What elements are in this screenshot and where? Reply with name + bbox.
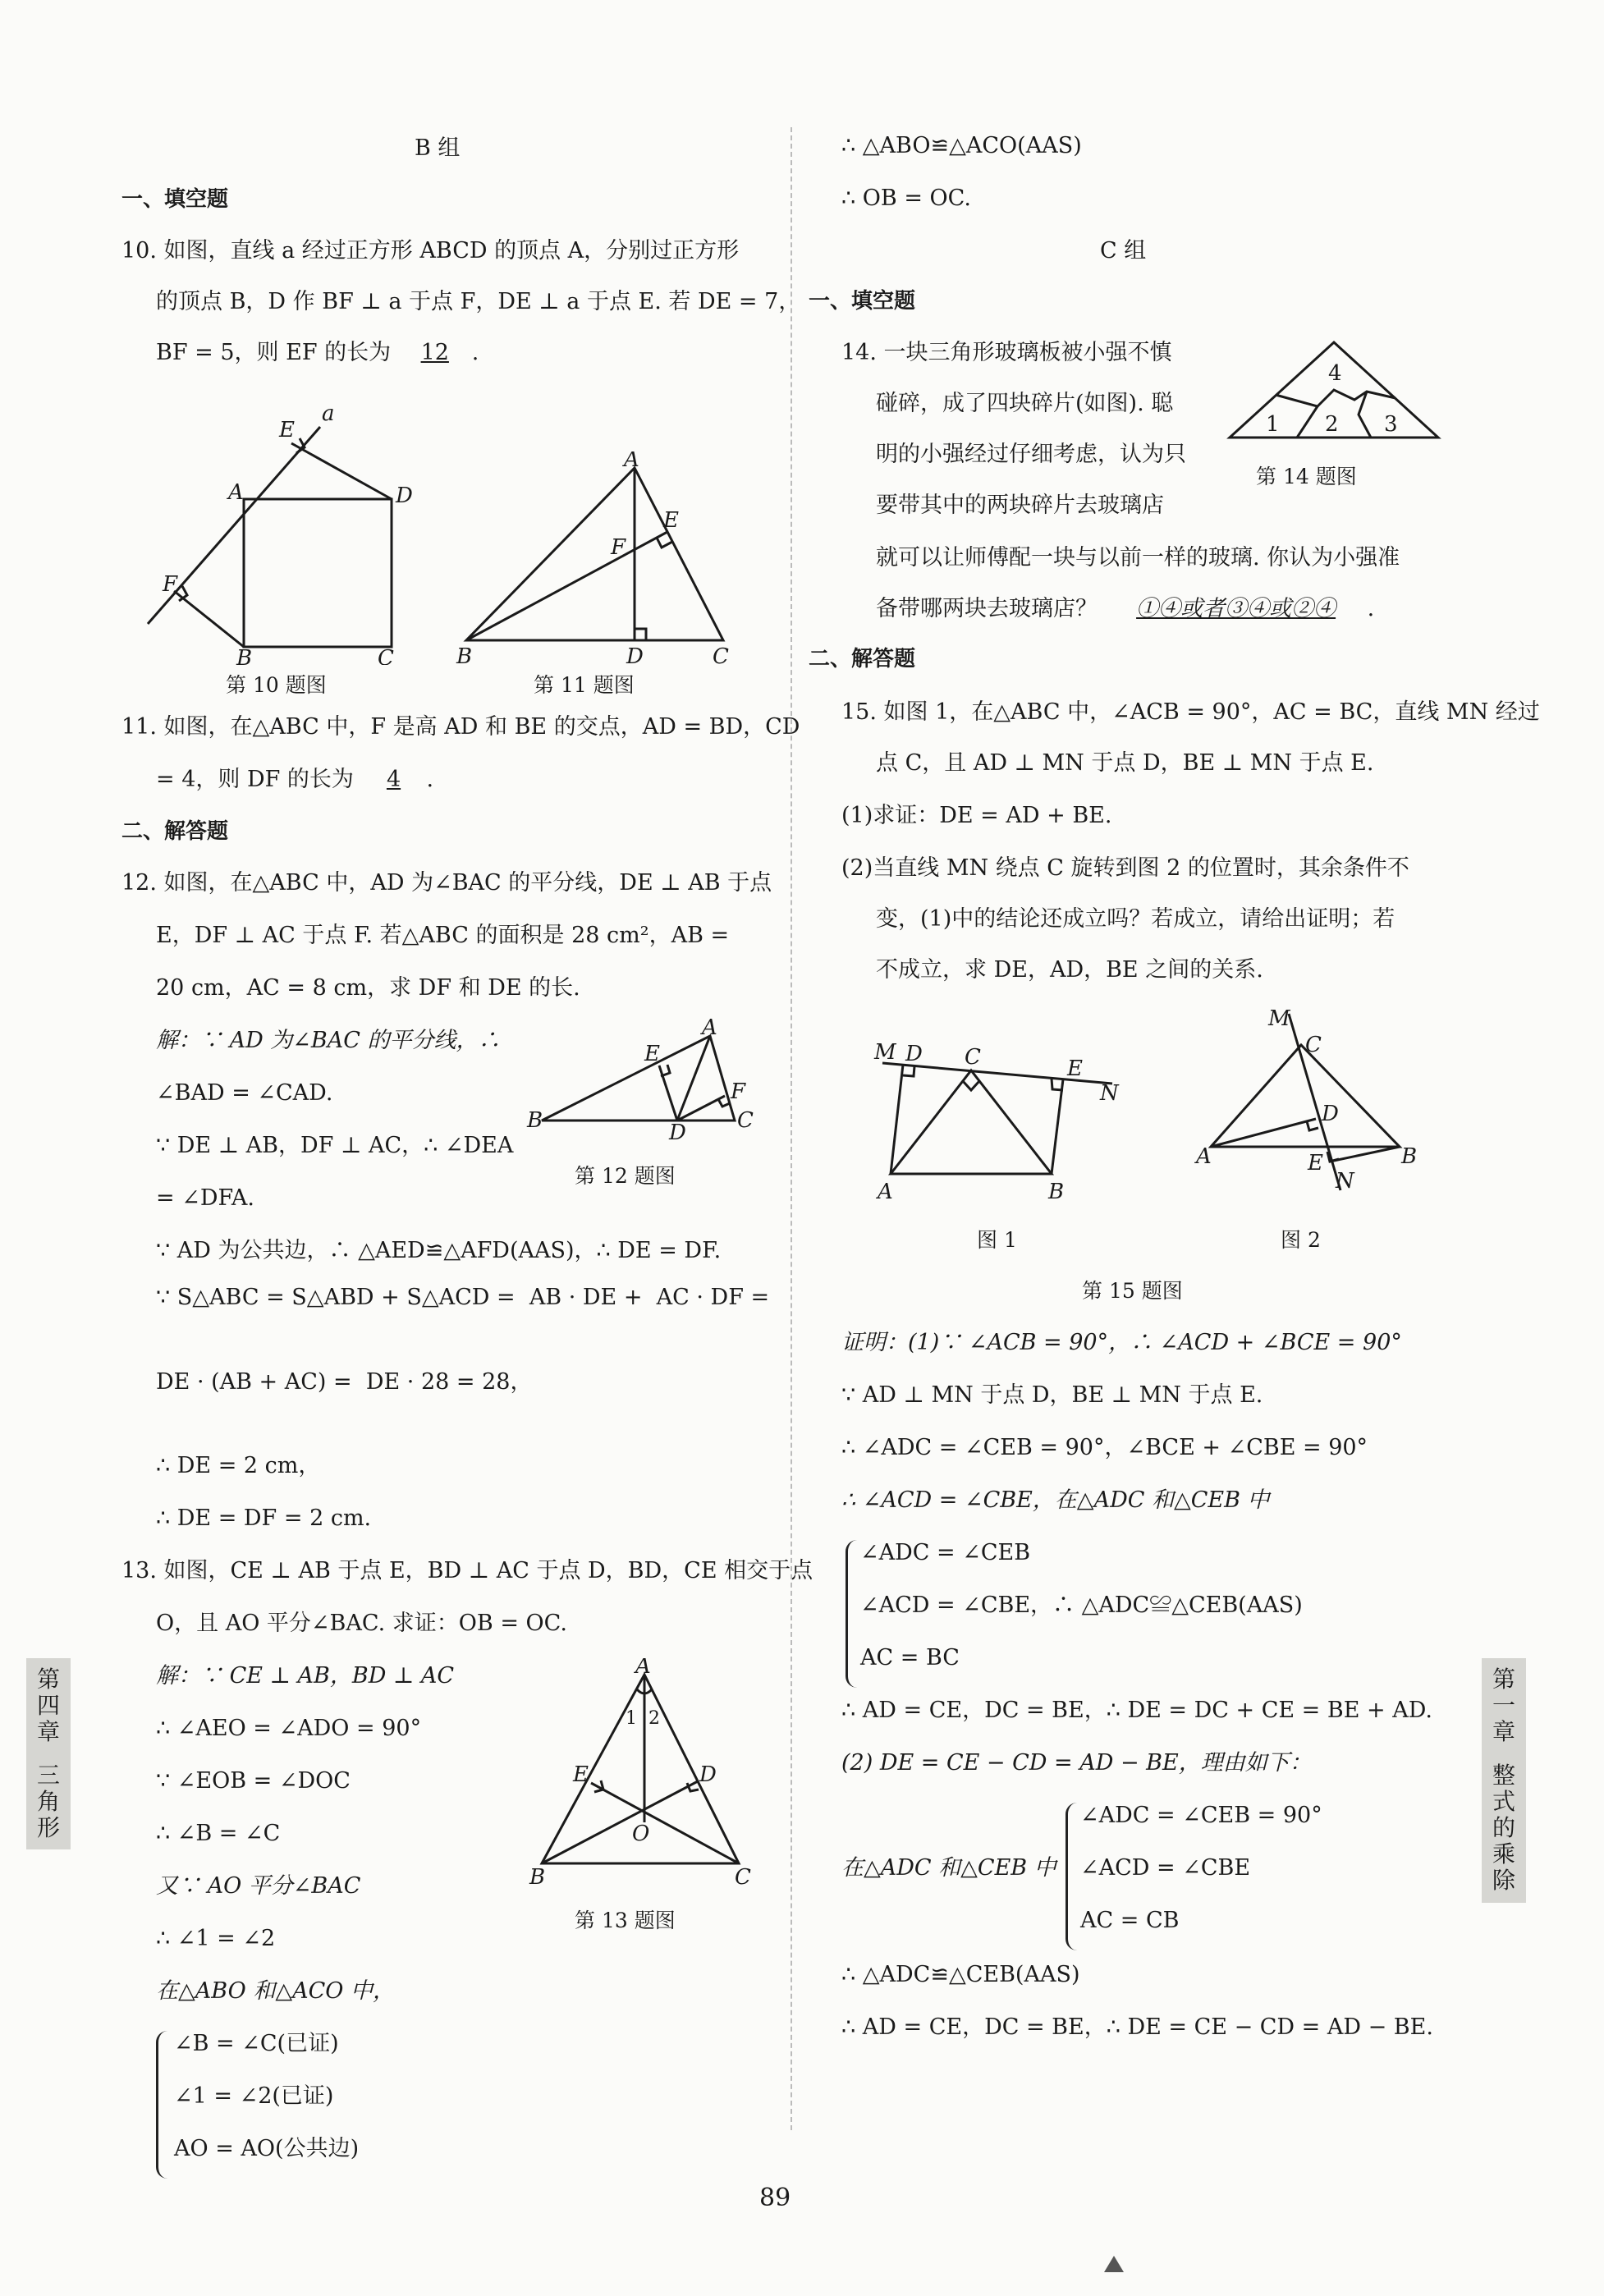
triangle-acb	[1211, 1045, 1400, 1147]
label-e: E	[663, 508, 679, 533]
q12-sol-7b: DE · 28 = 28，	[365, 1369, 533, 1395]
q15-sol-14: ∴ △ADC≌△CEB(AAS)	[841, 1962, 1080, 1987]
crack-3	[1359, 392, 1371, 438]
label-e: E	[1308, 1151, 1323, 1175]
label-a: A	[702, 1018, 717, 1040]
label-n: N	[1336, 1169, 1354, 1194]
caption-fig15-2: 图 2	[1281, 1228, 1321, 1252]
figure-14	[1223, 332, 1445, 443]
caption-fig10: 第 10 题图	[226, 673, 327, 697]
caption-fig13: 第 13 题图	[575, 1909, 676, 1932]
q12-sol-8: ∴ DE = 2 cm，	[156, 1453, 321, 1478]
q15-sol-11: 在△ADC 和△CEB 中	[841, 1855, 1056, 1881]
q15-sol-15: ∴ AD = CE，DC = BE，∴ DE = CE − CD = AD − BE.	[841, 2014, 1433, 2040]
altitude-be	[466, 532, 667, 640]
q15-sol-13: AC = CB	[1080, 1908, 1180, 1933]
q12-sol-7	[156, 1369, 532, 1395]
segment-fb	[174, 591, 244, 647]
label-f: F	[731, 1079, 746, 1104]
caption-fig15: 第 15 题图	[1082, 1279, 1183, 1303]
q14-line5: 就可以让师傅配一块与以前一样的玻璃. 你认为小强准	[876, 545, 1400, 571]
q12-sol-6c: AC · DF =	[656, 1285, 770, 1310]
segment-be	[1052, 1079, 1063, 1174]
label-d: D	[396, 483, 413, 508]
q13-sol-10: AO = AO(公共边)	[174, 2136, 360, 2161]
caption-fig12: 第 12 题图	[575, 1164, 676, 1188]
label-c: C	[378, 646, 394, 665]
q15-line2: 点 C，且 AD ⊥ MN 于点 D，BE ⊥ MN 于点 E.	[876, 750, 1374, 776]
q11-line2-text: = 4，则 DF 的长为	[156, 767, 354, 792]
q15-line5: 变，(1)中的结论还成立吗？若成立，请给出证明；若	[876, 906, 1395, 932]
q14-line6-text: 备带哪两块去玻璃店？	[876, 596, 1098, 621]
figure-15-1	[866, 1034, 1137, 1207]
q12-line1: 12. 如图，在△ABC 中，AD 为∠BAC 的平分线，DE ⊥ AB 于点	[121, 870, 772, 896]
q15-line4: (2)当直线 MN 绕点 C 旋转到图 2 的位置时，其余条件不	[841, 855, 1409, 881]
group-b-heading: B 组	[415, 135, 461, 161]
crack-2	[1318, 390, 1395, 406]
q13-sol-9: ∠1 = ∠2(已证)	[174, 2083, 334, 2109]
side-tab-chapter4: 第 四 章 三 角 形	[26, 1658, 71, 1849]
brace-left-system	[156, 2031, 170, 2179]
q10-line3: BF = 5，则 EF 的长为 12 .	[156, 340, 479, 365]
q14-line1: 14. 一块三角形玻璃板被小强不慎	[841, 340, 1172, 365]
label-a: A	[635, 1658, 651, 1679]
q11-answer: 4	[386, 767, 401, 792]
q12-sol-3: ∵ DE ⊥ AB，DF ⊥ AC，∴ ∠DEA	[156, 1133, 514, 1158]
square-abcd	[244, 499, 392, 647]
q15-line1: 15. 如图 1，在△ABC 中，∠ACB = 90°，AC = BC，直线 MN 经过	[841, 699, 1540, 725]
label-c: C	[713, 644, 729, 669]
q11-line2: = 4，则 DF 的长为 4 .	[156, 767, 434, 792]
label-c: C	[965, 1045, 981, 1070]
q15-sol-2: ∵ AD ⊥ MN 于点 D，BE ⊥ MN 于点 E.	[841, 1382, 1263, 1408]
label-c: C	[737, 1108, 754, 1133]
q13-line1: 13. 如图，CE ⊥ AB 于点 E，BD ⊥ AC 于点 D，BD，CE 相交于点	[121, 1558, 813, 1583]
label-d: D	[699, 1762, 717, 1787]
label-f: F	[611, 535, 626, 560]
q14-line6: 备带哪两块去玻璃店？ ①④或者③④或②④ .	[876, 596, 1375, 621]
label-a: A	[1196, 1144, 1212, 1169]
column-divider	[791, 127, 792, 2130]
q15-sol-8: ∴ AD = CE，DC = BE，∴ DE = DC + CE = BE + AD.	[841, 1698, 1432, 1723]
label-b: B	[236, 646, 253, 665]
segment-ed	[291, 443, 392, 499]
caption-fig15-1: 图 1	[977, 1228, 1017, 1252]
label-1: 1	[626, 1708, 637, 1729]
page-number: 89	[759, 2184, 791, 2212]
caption-fig11: 第 11 题图	[534, 673, 635, 697]
label-e: E	[573, 1762, 589, 1787]
q13-sol-2: ∴ ∠AEO = ∠ADO = 90°	[156, 1716, 422, 1741]
label-a: a	[322, 401, 335, 426]
label-a: A	[624, 451, 639, 472]
triangle-abc	[466, 468, 723, 640]
label-a: A	[878, 1180, 893, 1204]
q10-line2: 的顶点 B，D 作 BF ⊥ a 于点 F，DE ⊥ a 于点 E. 若 DE = 7，	[156, 289, 801, 314]
figure-12	[525, 1018, 763, 1141]
q10-line1: 10. 如图，直线 a 经过正方形 ABCD 的顶点 A，分别过正方形	[121, 238, 740, 264]
segment-ce	[591, 1783, 739, 1863]
q12-sol-4: = ∠DFA.	[156, 1185, 254, 1211]
piece-4: 4	[1328, 361, 1342, 386]
group-c-heading: C 组	[1100, 238, 1147, 264]
caption-fig14: 第 14 题图	[1256, 465, 1357, 488]
label-m: M	[1268, 1006, 1290, 1031]
q12-line2: E，DF ⊥ AC 于点 F. 若△ABC 的面积是 28 cm²，AB =	[156, 923, 730, 948]
label-d: D	[626, 644, 644, 669]
figure-15-2	[1194, 1006, 1441, 1211]
q15-sol-7: AC = BC	[860, 1645, 960, 1670]
q12-sol-2: ∠BAD = ∠CAD.	[156, 1080, 333, 1106]
label-b: B	[1048, 1180, 1065, 1204]
q15-sol-10: ∠ADC = ∠CEB = 90°	[1080, 1803, 1322, 1828]
figure-11	[450, 451, 745, 673]
segment-ad	[891, 1065, 903, 1174]
q14-line4: 要带其中的两块碎片去玻璃店	[876, 493, 1164, 518]
label-e: E	[279, 418, 295, 442]
brace-right-system-2	[1066, 1803, 1079, 1950]
figure-13	[525, 1658, 763, 1888]
segment-ad	[1211, 1119, 1316, 1147]
piece-2: 2	[1325, 412, 1339, 437]
label-d: D	[905, 1042, 923, 1066]
q12-sol-5: ∵ AD 为公共边，∴ △AED≌△AFD(AAS)，∴ DE = DF.	[156, 1238, 722, 1263]
q13-sol-4: ∴ ∠B = ∠C	[156, 1821, 281, 1846]
r-cont-2: ∴ OB = OC.	[841, 186, 971, 211]
q12-sol-9: ∴ DE = DF = 2 cm.	[156, 1505, 372, 1531]
q15-sol-1: 证明：(1)∵ ∠ACB = 90°，∴ ∠ACD + ∠BCE = 90°	[841, 1330, 1402, 1355]
q14-line2: 碰碎，成了四块碎片(如图). 聪	[876, 391, 1174, 416]
fill-blank-title-right: 一、填空题	[809, 289, 916, 314]
q15-sol-4: ∴ ∠ACD = ∠CBE，在△ADC 和△CEB 中	[841, 1487, 1270, 1513]
q12-sol-7a: DE · (AB + AC) =	[156, 1369, 352, 1395]
q13-sol-5: 又∵ AO 平分∠BAC	[156, 1873, 361, 1899]
crack-1	[1276, 395, 1318, 438]
label-c: C	[1305, 1033, 1322, 1057]
q15-sol-9: (2) DE = CE − CD = AD − BE，理由如下：	[841, 1750, 1312, 1776]
label-e: E	[644, 1042, 660, 1066]
label-d: D	[669, 1121, 686, 1141]
q13-sol-1: 解：∵ CE ⊥ AB，BD ⊥ AC	[156, 1663, 455, 1689]
q14-line3: 明的小强经过仔细考虑，认为只	[876, 442, 1186, 467]
label-b: B	[529, 1865, 546, 1888]
label-d: D	[1322, 1102, 1339, 1126]
segment-be	[1330, 1147, 1400, 1162]
label-m: M	[874, 1040, 896, 1065]
q12-sol-6b: AB · DE +	[529, 1285, 643, 1310]
q15-sol-12: ∠ACD = ∠CBE	[1080, 1855, 1251, 1881]
label-c: C	[735, 1865, 751, 1888]
q14-answer: ①④或者③④或②④	[1136, 596, 1336, 621]
solve-title-right: 二、解答题	[809, 647, 916, 671]
label-e: E	[1067, 1056, 1083, 1081]
q15-sol-5: ∠ADC = ∠CEB	[860, 1540, 1031, 1565]
figure-10	[131, 386, 451, 665]
triangle-marker-icon	[1104, 2256, 1124, 2272]
q15-line6: 不成立，求 DE，AD，BE 之间的关系.	[876, 957, 1263, 983]
label-b: B	[527, 1108, 543, 1133]
q12-sol-6	[156, 1285, 777, 1311]
q12-sol-1: 解：∵ AD 为∠BAC 的平分线，∴	[156, 1028, 501, 1053]
solve-title-left: 二、解答题	[121, 819, 229, 844]
q10-line3-text: BF = 5，则 EF 的长为	[156, 340, 392, 365]
label-f: F	[163, 572, 178, 597]
triangle-acb	[891, 1070, 1052, 1174]
piece-3: 3	[1384, 412, 1398, 437]
label-b: B	[1401, 1144, 1418, 1169]
q10-answer: 12	[420, 340, 449, 365]
q12-sol-6a: ∵ S△ABC = S△ABD + S△ACD =	[156, 1285, 516, 1310]
q15-line3: (1)求证：DE = AD + BE.	[841, 803, 1112, 828]
label-a2: A	[228, 480, 244, 505]
fill-blank-title-left: 一、填空题	[121, 187, 229, 212]
q13-sol-7: 在△ABO 和△ACO 中，	[156, 1978, 395, 2004]
label-o: O	[632, 1822, 650, 1846]
r-cont-1: ∴ △ABO≌△ACO(AAS)	[841, 133, 1082, 158]
q11-line1: 11. 如图，在△ABC 中，F 是高 AD 和 BE 的交点，AD = BD，CD	[121, 714, 800, 740]
label-n: N	[1100, 1081, 1119, 1106]
q12-line3: 20 cm，AC = 8 cm，求 DF 和 DE 的长.	[156, 975, 580, 1001]
q13-sol-6: ∴ ∠1 = ∠2	[156, 1926, 276, 1951]
q13-line2: O，且 AO 平分∠BAC. 求证：OB = OC.	[156, 1611, 567, 1636]
q13-sol-8: ∠B = ∠C(已证)	[174, 2031, 339, 2056]
piece-1: 1	[1266, 412, 1280, 437]
brace-right-system-1	[846, 1540, 859, 1688]
label-2: 2	[648, 1708, 660, 1729]
q13-sol-3: ∵ ∠EOB = ∠DOC	[156, 1768, 351, 1794]
q15-sol-6: ∠ACD = ∠CBE，∴ △ADC≌△CEB(AAS)	[860, 1593, 1303, 1618]
label-b: B	[456, 644, 473, 669]
q15-sol-3: ∴ ∠ADC = ∠CEB = 90°，∠BCE + ∠CBE = 90°	[841, 1435, 1368, 1460]
side-tab-chapter1: 第 一 章 整 式 的 乘 除	[1482, 1658, 1526, 1903]
